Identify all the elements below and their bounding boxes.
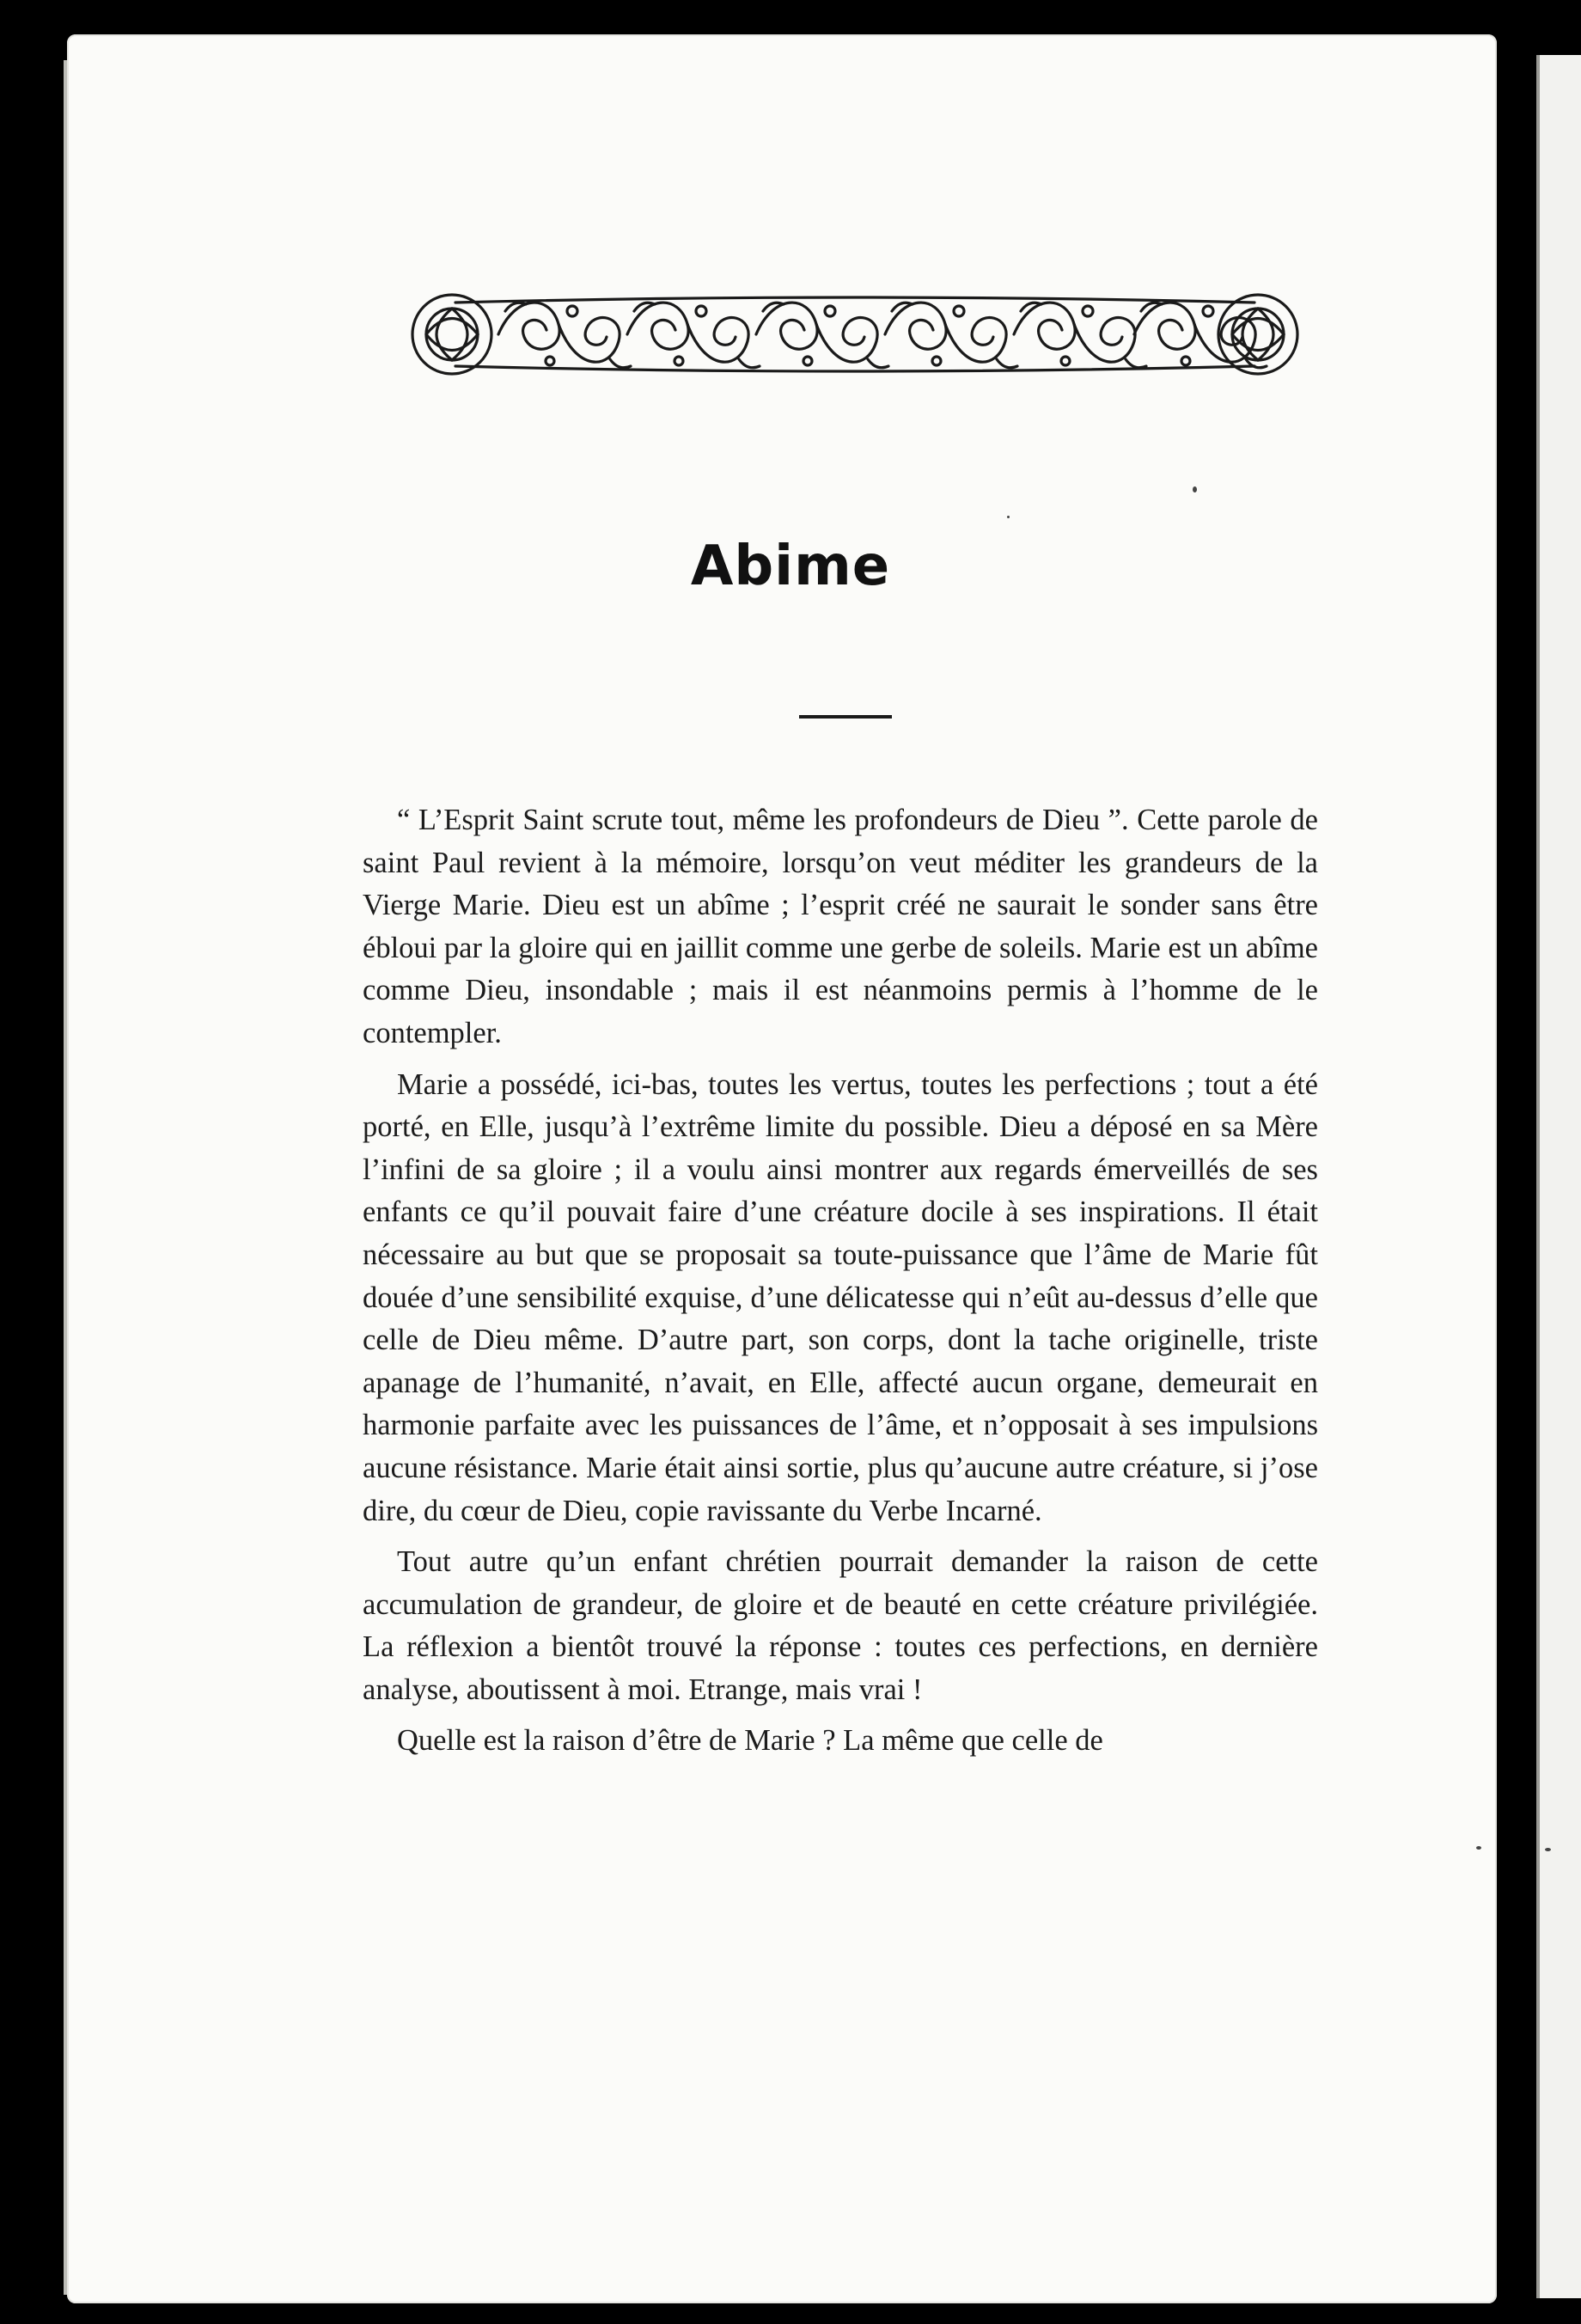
page-title: Abime xyxy=(690,535,891,598)
next-page-border xyxy=(1536,55,1540,2298)
title-rule xyxy=(799,715,892,719)
body-text xyxy=(363,799,1318,1771)
paragraph-2: Marie a possédé, ici-bas, toutes les vertus, toutes les perfections ; tout a été porté, en Elle, jusqu’à l’extrême limite du possible. Dieu a déposé en sa Mère l’infini de sa gloire ; il a voulu ainsi montrer aux regards émerveillés de ses enfants ce qu’il pouvait faire d’une créature docile à ses inspirations. Il était nécessaire au but que se proposait sa toute-puissance que l’âme de Marie fût douée d’une sensibilité exquise, d’une délicatesse qui n’eût au-dessus d’elle que celle de Dieu même. D’autre part, son corps, dont la tache originelle, triste apanage de l’humanité, n’avait, en Elle, affecté aucun organe, demeurait en harmonie parfaite avec les puissances de l’âme, et n’opposait à ses impulsions aucune résistance. Marie était ainsi sortie, plus qu’aucune autre créature, si j’ose dire, du cœur de Dieu, copie ravissante du Verbe Incarné. xyxy=(363,1067,1318,1527)
paragraph-4: Quelle est la raison d’être de Marie ? La même que celle de xyxy=(397,1724,1103,1758)
paragraph-1: “ L’Esprit Saint scrute tout, même les profondeurs de Dieu ”. Cette parole de saint Paul revient à la mémoire, lorsqu’on veut méditer les grandeurs de la Vierge Marie. Dieu est un abîme ; l’esprit créé ne saurait le sonder sans être ébloui par la gloire qui en jaillit comme une gerbe de soleils. Marie est un abîme comme Dieu, insondable ; mais il est néanmoins permis à l’homme de le contempler. xyxy=(363,804,1318,1049)
paragraph-3: Tout autre qu’un enfant chrétien pourrait demander la raison de cette accumulation de grandeur, de gloire et de beauté en cette créature privilégiée. La réflexion a bientôt trouvé la réponse : toutes ces perfections, en dernière analyse, aboutissent à moi. Etrange, mais vrai ! xyxy=(363,1545,1318,1706)
next-page-edge xyxy=(1536,55,1581,2298)
interlace-scroll-ornament-icon xyxy=(404,277,1306,392)
